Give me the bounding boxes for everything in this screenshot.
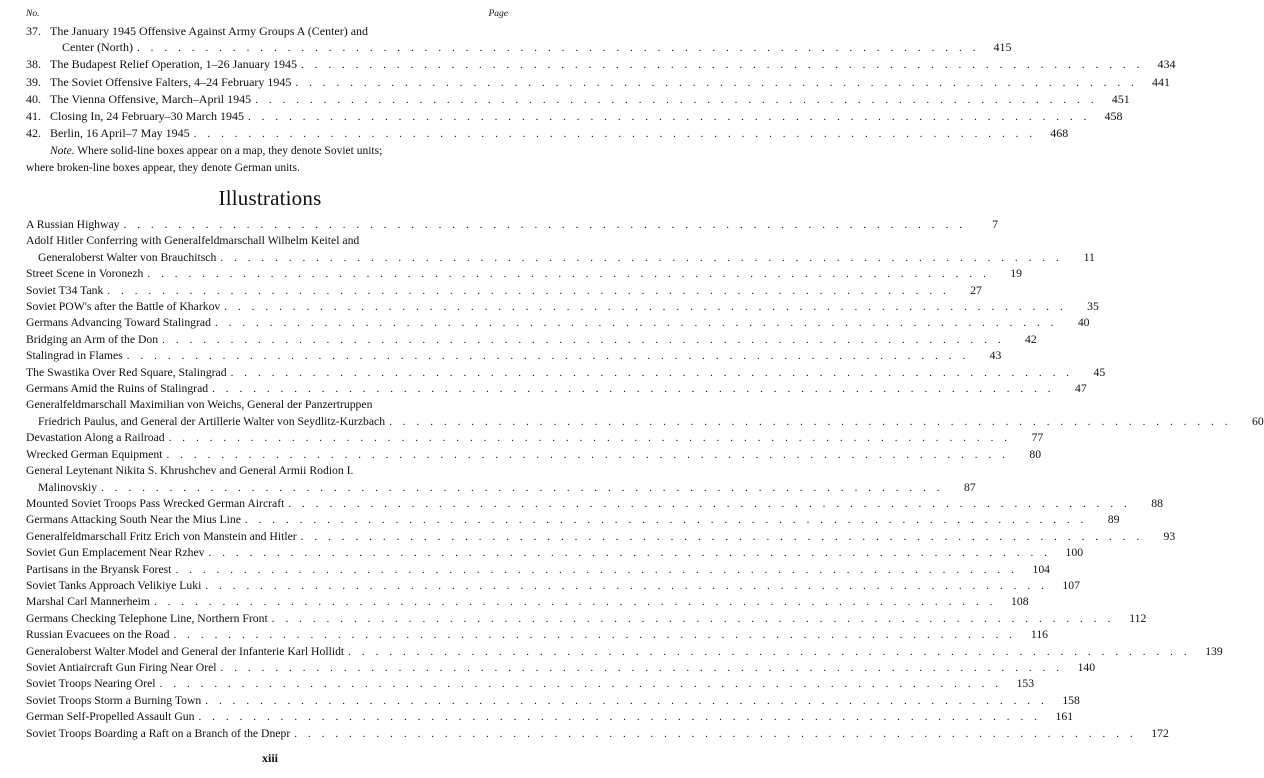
illustration-page-number: 112 [1129,611,1147,625]
illustration-title: Russian Evacuees on the Road [26,628,170,642]
illustration-title: Street Scene in Voronezh [26,267,144,281]
illustration-line [26,447,1042,463]
illustration-title: Malinovskiy [38,480,98,494]
illustration-line [26,233,508,249]
illustration-page-number: 93 [1163,529,1176,543]
dot-leader: . . . . . . . . . . . . . . . . . . . . . . . . . . . . . . . . . . . . . . . . . . . . . . . . . . . . . . . . . . . . . . [126,350,970,363]
illustration-entry [26,578,1080,594]
illustration-title: Partisans in the Bryansk Forest [26,562,172,576]
dot-leader: . . . . . . . . . . . . . . . . . . . . . . . . . . . . . . . . . . . . . . . . . . . . . . . . . . . . . . . . . . . . . . [168,432,1012,445]
illustration-line [26,430,1044,446]
dot-leader: . . . . . . . . . . . . . . . . . . . . . . . . . . . . . . . . . . . . . . . . . . . . . . . . . . . . . . . . . . . . . . [214,317,1058,330]
illustration-line [26,463,508,479]
illustration-title: A Russian Highway [26,218,120,231]
illustration-title: Devastation Along a Railroad [26,431,165,445]
illustration-page-number: 7 [992,218,999,231]
illustration-entry [26,381,1087,397]
map-entry-line [26,108,1123,125]
illustration-page-number: 89 [1107,513,1120,527]
illustration-page-number: 43 [989,349,1002,363]
illustration-entry [26,660,1096,676]
illustration-page-number: 19 [1010,267,1022,281]
illustration-line [26,381,1087,397]
illustration-entry [26,299,1099,315]
illustration-entry [26,594,1029,610]
illustration-page-number: 139 [1205,644,1223,658]
dot-leader: . . . . . . . . . . . . . . . . . . . . . . . . . . . . . . . . . . . . . . . . . . . . . . . . . . . . . . . . . . . . . . [348,645,1191,658]
map-title: Closing In, 24 February–30 March 1945 [50,109,244,124]
illustration-line [26,414,1264,430]
map-entry-line [26,56,1176,73]
illustration-entry [26,348,1002,364]
illustration-entry [26,332,1037,348]
map-entry-line [26,23,508,39]
dot-leader: . . . . . . . . . . . . . . . . . . . . . . . . . . . . . . . . . . . . . . . . . . . . . . . . . . . . . . . . . . . . . . [300,530,1144,543]
map-entry-line [26,91,1130,108]
map-page-number: 468 [1050,126,1069,141]
illustration-page-number: 42 [1025,332,1037,346]
illustration-title: Soviet Tanks Approach Velikiye Luki [26,578,202,592]
illustration-title: Germans Advancing Toward Stalingrad [26,316,211,330]
illustration-title: Marshal Carl Mannerheim [26,595,150,609]
map-number: 41. [26,109,41,124]
map-title: Berlin, 16 April–7 May 1945 [50,126,190,141]
illustration-page-number: 27 [970,283,982,297]
illustration-line [26,250,1095,266]
illustration-entry [26,315,1090,331]
map-page-number: 451 [1111,91,1130,106]
illustration-line [26,660,1096,676]
illustration-page-number: 80 [1029,447,1042,461]
illustration-page-number: 172 [1151,726,1169,740]
illustration-title: Bridging an Arm of the Don [26,332,159,346]
illustration-entry [26,266,1022,282]
illustration-title: Mounted Soviet Troops Pass Wrecked German Aircraft [26,496,285,510]
illustration-title: Generaloberst Walter Model and General der Infanterie Karl Hollidt [26,644,345,658]
illustration-line [26,480,976,496]
map-entry [26,125,1069,142]
illustration-page-number: 77 [1031,431,1044,445]
illustration-title: German Self-Propelled Assault Gun [26,710,195,724]
page-column-label: Page [488,9,508,19]
map-entry-line [26,39,1012,56]
illustration-entry [26,627,1049,643]
illustrations-heading: Illustrations [218,186,322,210]
illustration-title: The Swastika Over Red Square, Stalingrad [26,365,227,379]
illustration-line [26,545,1084,561]
illustration-entry [26,233,1095,266]
map-page-number: 458 [1104,109,1123,124]
map-number: 40. [26,91,41,106]
illustration-line [26,529,1176,545]
maps-list [26,23,1176,176]
dot-leader: . . . . . . . . . . . . . . . . . . . . . . . . . . . . . . . . . . . . . . . . . . . . . . . . . . . . . . . . . . . . . . [208,547,1052,560]
illustration-line [26,365,1106,381]
illustration-title: Germans Checking Telephone Line, Northern Front [26,611,268,625]
dot-leader: . . . . . . . . . . . . . . . . . . . . . . . . . . . . . . . . . . . . . . . . . . . . . . . . . . . . . . . . . . . . . . [205,579,1048,592]
illustration-entry [26,283,982,299]
dot-leader: . . . . . . . . . . . . . . . . . . . . . . . . . . . . . . . . . . . . . . . . . . . . . . . . . . . . . . . . . . . . . . [220,251,1063,264]
illustration-page-number: 108 [1011,595,1029,609]
map-title: The Vienna Offensive, March–April 1945 [50,91,252,106]
dot-leader: . . . . . . . . . . . . . . . . . . . . . . . . . . . . . . . . . . . . . . . . . . . . . . . . . . . . . . . . . . . . . . [300,59,1144,72]
illustrations-list [26,217,1264,742]
illustration-entry [26,463,976,496]
dot-leader: . . . . . . . . . . . . . . . . . . . . . . . . . . . . . . . . . . . . . . . . . . . . . . . . . . . . . . . . . . . . . . [224,301,1067,314]
illustration-line [26,627,1049,643]
illustration-page-number: 35 [1087,300,1099,314]
illustration-page-number: 161 [1055,710,1074,724]
illustration-line [26,611,1147,627]
illustration-line [26,644,1223,660]
illustration-line [26,332,1037,348]
map-entry [26,91,1130,108]
illustration-title: Soviet Antiaircraft Gun Firing Near Orel [26,660,217,674]
map-entry [26,108,1123,125]
illustration-page-number: 45 [1093,365,1106,379]
map-note [26,143,508,176]
illustration-entry [26,562,1050,578]
dot-leader: . . . . . . . . . . . . . . . . . . . . . . . . . . . . . . . . . . . . . . . . . . . . . . . . . . . . . . . . . . . . . . [166,448,1010,461]
map-entry [26,74,1170,91]
illustration-entry [26,709,1074,725]
illustration-line [26,594,1029,610]
dot-leader: . . . . . . . . . . . . . . . . . . . . . . . . . . . . . . . . . . . . . . . . . . . . . . . . . . . . . . . . . . . . . . [153,596,997,609]
dot-leader: . . . . . . . . . . . . . . . . . . . . . . . . . . . . . . . . . . . . . . . . . . . . . . . . . . . . . . . . . . . . . . [159,678,1003,691]
illustration-entry [26,529,1176,545]
illustration-line [26,562,1050,578]
map-note-line: where broken-line boxes appear, they denote German units. [26,161,300,174]
illustration-page-number: 88 [1151,496,1163,510]
illustration-title: Soviet POW's after the Battle of Kharkov [26,300,221,314]
map-note-text: Where solid-line boxes appear on a map, they denote Soviet units; [74,145,383,158]
illustration-line [26,512,1120,528]
illustration-entry [26,397,1264,430]
illustration-entry [26,447,1042,463]
illustration-line [26,217,999,233]
dot-leader: . . . . . . . . . . . . . . . . . . . . . . . . . . . . . . . . . . . . . . . . . . . . . . . . . . . . . . . . . . . . . . [162,333,1005,346]
illustration-title: Friedrich Paulus, and General der Artillerie Walter von Seydlitz-Kurzbach [38,414,386,428]
map-title: Center (North) [62,40,133,55]
illustration-entry [26,693,1080,709]
illustration-page-number: 11 [1083,250,1095,264]
dot-leader: . . . . . . . . . . . . . . . . . . . . . . . . . . . . . . . . . . . . . . . . . . . . . . . . . . . . . . . . . . . . . . [389,415,1232,428]
map-entry-line [26,125,1069,142]
illustration-page-number: 153 [1016,677,1035,691]
map-title: The Soviet Offensive Falters, 4–24 February 1945 [50,74,292,89]
illustration-line [26,348,1002,364]
illustration-title: Wrecked German Equipment [26,447,163,461]
dot-leader: . . . . . . . . . . . . . . . . . . . . . . . . . . . . . . . . . . . . . . . . . . . . . . . . . . . . . . . . . . . . . . [136,42,980,55]
illustration-title: Soviet T34 Tank [26,283,104,297]
illustration-line [26,693,1080,709]
dot-leader: . . . . . . . . . . . . . . . . . . . . . . . . . . . . . . . . . . . . . . . . . . . . . . . . . . . . . . . . . . . . . . [107,284,950,297]
illustration-title: Soviet Troops Boarding a Raft on a Branch of the Dnepr [26,726,291,740]
illustration-page-number: 87 [963,480,976,494]
illustration-line [26,726,1169,742]
map-note-line [50,143,508,160]
no-column-label: No. [26,9,40,19]
dot-leader: . . . . . . . . . . . . . . . . . . . . . . . . . . . . . . . . . . . . . . . . . . . . . . . . . . . . . . . . . . . . . . [101,481,944,494]
illustration-title: Soviet Gun Emplacement Near Rzhev [26,546,205,560]
illustration-title: Germans Attacking South Near the Mius Line [26,513,241,527]
illustration-line [26,266,1022,282]
illustration-page-number: 60 [1251,414,1264,428]
page-folio: xiii [261,751,278,765]
map-number: 37. [26,24,41,38]
map-number: 42. [26,126,41,141]
dot-leader: . . . . . . . . . . . . . . . . . . . . . . . . . . . . . . . . . . . . . . . . . . . . . . . . . . . . . . . . . . . . . . [247,111,1091,124]
illustration-title: Generalfeldmarschall Fritz Erich von Manstein and Hitler [26,529,297,543]
map-page-number: 441 [1151,74,1170,89]
map-title: The January 1945 Offensive Against Army Groups A (Center) and [50,24,369,38]
map-number: 38. [26,57,41,72]
illustration-entry [26,217,999,233]
map-entry [26,23,1012,56]
illustration-page-number: 116 [1030,628,1049,642]
dot-leader: . . . . . . . . . . . . . . . . . . . . . . . . . . . . . . . . . . . . . . . . . . . . . . . . . . . . . . . . . . . . . . [205,694,1048,707]
illustration-line [26,299,1099,315]
illustration-title: Soviet Troops Nearing Orel [26,677,156,691]
map-title: The Budapest Relief Operation, 1–26 January 1945 [50,57,297,72]
illustration-page-number: 100 [1065,546,1084,560]
dot-leader: . . . . . . . . . . . . . . . . . . . . . . . . . . . . . . . . . . . . . . . . . . . . . . . . . . . . . . . . . . . . . . [288,497,1131,510]
illustration-page-number: 140 [1077,660,1096,674]
map-page-number: 434 [1157,57,1176,72]
map-note-label: Note. [50,145,75,158]
illustration-page-number: 107 [1062,578,1080,592]
dot-leader: . . . . . . . . . . . . . . . . . . . . . . . . . . . . . . . . . . . . . . . . . . . . . . . . . . . . . . . . . . . . . . [198,711,1042,724]
map-entry [26,56,1176,73]
map-number: 39. [26,74,41,89]
dot-leader: . . . . . . . . . . . . . . . . . . . . . . . . . . . . . . . . . . . . . . . . . . . . . . . . . . . . . . . . . . . . . . [123,219,967,231]
dot-leader: . . . . . . . . . . . . . . . . . . . . . . . . . . . . . . . . . . . . . . . . . . . . . . . . . . . . . . . . . . . . . . [173,629,1017,642]
illustration-line [26,283,982,299]
illustration-entry [26,644,1223,660]
dot-leader: . . . . . . . . . . . . . . . . . . . . . . . . . . . . . . . . . . . . . . . . . . . . . . . . . . . . . . . . . . . . . . [212,383,1055,396]
illustration-line [26,578,1080,594]
illustration-entry [26,512,1120,528]
illustration-title: Generaloberst Walter von Brauchitsch [38,250,217,264]
illustration-page-number: 104 [1032,562,1050,576]
illustration-entry [26,496,1163,512]
illustration-page-number: 158 [1062,693,1080,707]
dot-leader: . . . . . . . . . . . . . . . . . . . . . . . . . . . . . . . . . . . . . . . . . . . . . . . . . . . . . . . . . . . . . . [295,76,1138,89]
illustration-line [26,496,1163,512]
illustration-line [26,676,1035,692]
illustration-entry [26,365,1106,381]
illustration-line [26,315,1090,331]
illustration-entry [26,545,1084,561]
illustration-title: Soviet Troops Storm a Burning Town [26,693,202,707]
illustration-title: General Leytenant Nikita S. Khrushchev and General Armii Rodion I. [26,464,354,478]
dot-leader: . . . . . . . . . . . . . . . . . . . . . . . . . . . . . . . . . . . . . . . . . . . . . . . . . . . . . . . . . . . . . . [271,612,1115,625]
map-entry-line [26,74,1170,91]
illustration-entry [26,611,1147,627]
illustration-page-number: 47 [1074,382,1087,396]
illustration-title: Germans Amid the Ruins of Stalingrad [26,382,209,396]
dot-leader: . . . . . . . . . . . . . . . . . . . . . . . . . . . . . . . . . . . . . . . . . . . . . . . . . . . . . . . . . . . . . . [220,661,1064,674]
dot-leader: . . . . . . . . . . . . . . . . . . . . . . . . . . . . . . . . . . . . . . . . . . . . . . . . . . . . . . . . . . . . . . [193,128,1037,141]
illustration-entry [26,726,1169,742]
illustration-line [26,397,508,413]
dot-leader: . . . . . . . . . . . . . . . . . . . . . . . . . . . . . . . . . . . . . . . . . . . . . . . . . . . . . . . . . . . . . . [244,514,1088,527]
dot-leader: . . . . . . . . . . . . . . . . . . . . . . . . . . . . . . . . . . . . . . . . . . . . . . . . . . . . . . . . . . . . . . [175,563,1018,576]
map-page-number: 415 [993,40,1012,55]
dot-leader: . . . . . . . . . . . . . . . . . . . . . . . . . . . . . . . . . . . . . . . . . . . . . . . . . . . . . . . . . . . . . . [230,366,1074,379]
illustration-entry [26,676,1035,692]
illustration-title: Stalingrad in Flames [26,349,123,363]
dot-leader: . . . . . . . . . . . . . . . . . . . . . . . . . . . . . . . . . . . . . . . . . . . . . . . . . . . . . . . . . . . . . . [147,268,990,281]
illustration-entry [26,430,1044,446]
illustration-line [26,709,1074,725]
dot-leader: . . . . . . . . . . . . . . . . . . . . . . . . . . . . . . . . . . . . . . . . . . . . . . . . . . . . . . . . . . . . . . [255,93,1098,106]
dot-leader: . . . . . . . . . . . . . . . . . . . . . . . . . . . . . . . . . . . . . . . . . . . . . . . . . . . . . . . . . . . . . . [294,727,1137,740]
illustration-title: Adolf Hitler Conferring with Generalfeldmarschall Wilhelm Keitel and [26,234,360,248]
illustration-title: Generalfeldmarschall Maximilian von Weichs, General der Panzertruppen [26,398,373,412]
illustration-page-number: 40 [1077,316,1090,330]
